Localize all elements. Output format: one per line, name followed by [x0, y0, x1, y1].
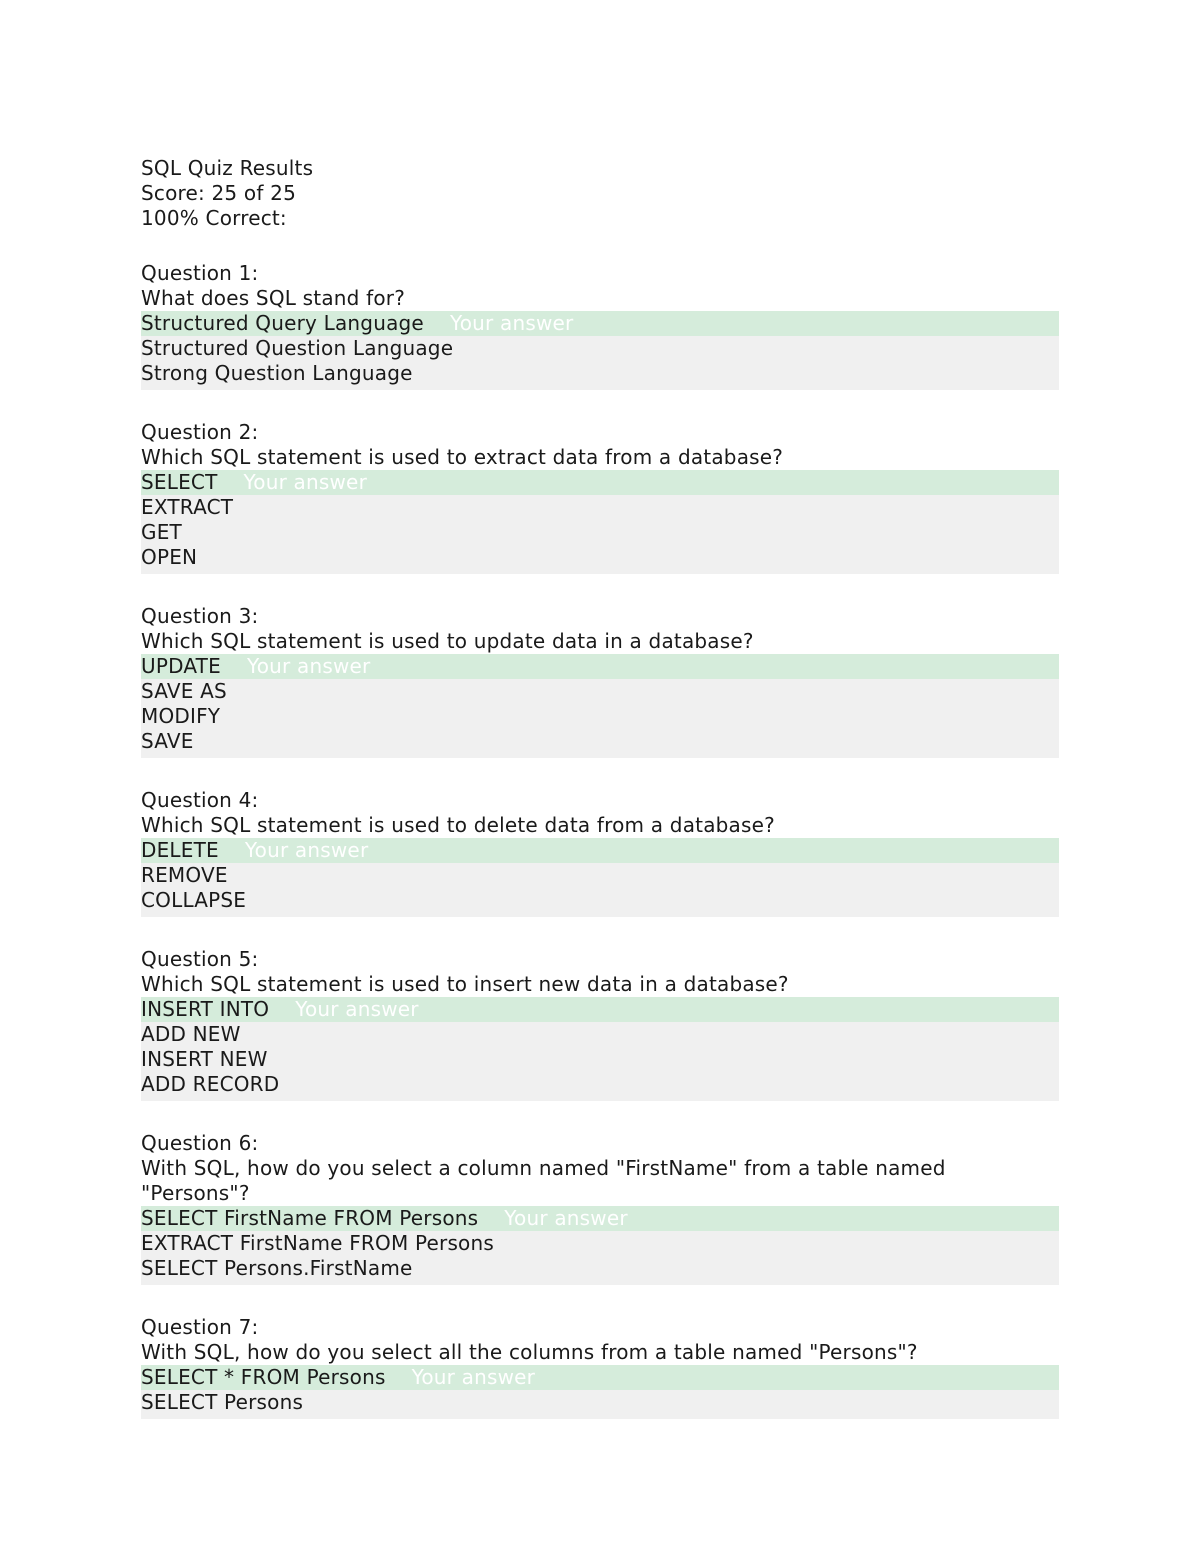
answer-option: SAVE AS: [141, 679, 227, 703]
quiz-results-page: [141, 156, 1059, 1449]
question-block: [141, 261, 1059, 390]
your-answer-marker: Your answer: [411, 1365, 536, 1389]
question-label: Question 3:: [141, 604, 259, 628]
page-title: SQL Quiz Results: [141, 156, 314, 180]
answer-options: [141, 1206, 1059, 1285]
answer-option: MODIFY: [141, 704, 221, 728]
question-text: Which SQL statement is used to insert new data in a database?: [141, 972, 789, 996]
your-answer-marker: Your answer: [246, 654, 371, 678]
percent-correct-text: 100% Correct:: [141, 206, 287, 230]
question-label: Question 4:: [141, 788, 259, 812]
question-text: With SQL, how do you select a column named "FirstName" from a table named "Persons"?: [141, 1156, 946, 1205]
question-text: With SQL, how do you select all the columns from a table named "Persons"?: [141, 1340, 918, 1364]
question-block: [141, 947, 1059, 1101]
answer-option-correct: [141, 997, 1059, 1022]
your-answer-marker: Your answer: [244, 838, 369, 862]
answer-option: INSERT NEW: [141, 1047, 268, 1071]
answer-option-correct: [141, 470, 1059, 495]
answer-option: SAVE: [141, 729, 194, 753]
question-text: Which SQL statement is used to delete data from a database?: [141, 813, 775, 837]
question-label: Question 1:: [141, 261, 259, 285]
answer-option-correct: [141, 311, 1059, 336]
question-block: [141, 420, 1059, 574]
answer-option: Strong Question Language: [141, 361, 413, 385]
answer-option: SELECT Persons: [141, 1390, 304, 1414]
your-answer-marker: Your answer: [243, 470, 367, 494]
question-block: [141, 1315, 1059, 1419]
answer-option-correct: [141, 838, 1059, 863]
option-text: SELECT FirstName FROM Persons: [141, 1206, 479, 1230]
your-answer-marker: Your answer: [504, 1206, 628, 1230]
option-text: SELECT: [141, 470, 218, 494]
answer-options: [141, 654, 1059, 758]
your-answer-marker: Your answer: [295, 997, 419, 1021]
results-header: [141, 156, 1059, 231]
option-text: INSERT INTO: [141, 997, 270, 1021]
question-label: Question 5:: [141, 947, 259, 971]
answer-option: EXTRACT FirstName FROM Persons: [141, 1231, 494, 1255]
question-text: Which SQL statement is used to update data in a database?: [141, 629, 754, 653]
answer-options: [141, 470, 1059, 574]
option-text: UPDATE: [141, 654, 221, 678]
answer-option: ADD NEW: [141, 1022, 241, 1046]
option-text: Structured Query Language: [141, 311, 424, 335]
answer-options: [141, 997, 1059, 1101]
answer-option: REMOVE: [141, 863, 228, 887]
answer-option: SELECT Persons.FirstName: [141, 1256, 413, 1280]
score-text: Score: 25 of 25: [141, 181, 297, 205]
answer-option-correct: [141, 1206, 1059, 1231]
answer-options: [141, 311, 1059, 390]
question-block: [141, 1131, 1059, 1285]
answer-option-correct: [141, 1365, 1059, 1390]
question-block: [141, 604, 1059, 758]
question-text: What does SQL stand for?: [141, 286, 406, 310]
answer-option: OPEN: [141, 545, 198, 569]
answer-option-correct: [141, 654, 1059, 679]
option-text: SELECT * FROM Persons: [141, 1365, 386, 1389]
answer-option: GET: [141, 520, 182, 544]
answer-option: COLLAPSE: [141, 888, 247, 912]
question-label: Question 2:: [141, 420, 259, 444]
your-answer-marker: Your answer: [449, 311, 574, 335]
answer-option: Structured Question Language: [141, 336, 454, 360]
question-label: Question 6:: [141, 1131, 259, 1155]
question-text: Which SQL statement is used to extract data from a database?: [141, 445, 784, 469]
question-block: [141, 788, 1059, 917]
answer-options: [141, 838, 1059, 917]
answer-options: [141, 1365, 1059, 1419]
option-text: DELETE: [141, 838, 219, 862]
answer-option: ADD RECORD: [141, 1072, 280, 1096]
question-label: Question 7:: [141, 1315, 259, 1339]
answer-option: EXTRACT: [141, 495, 234, 519]
